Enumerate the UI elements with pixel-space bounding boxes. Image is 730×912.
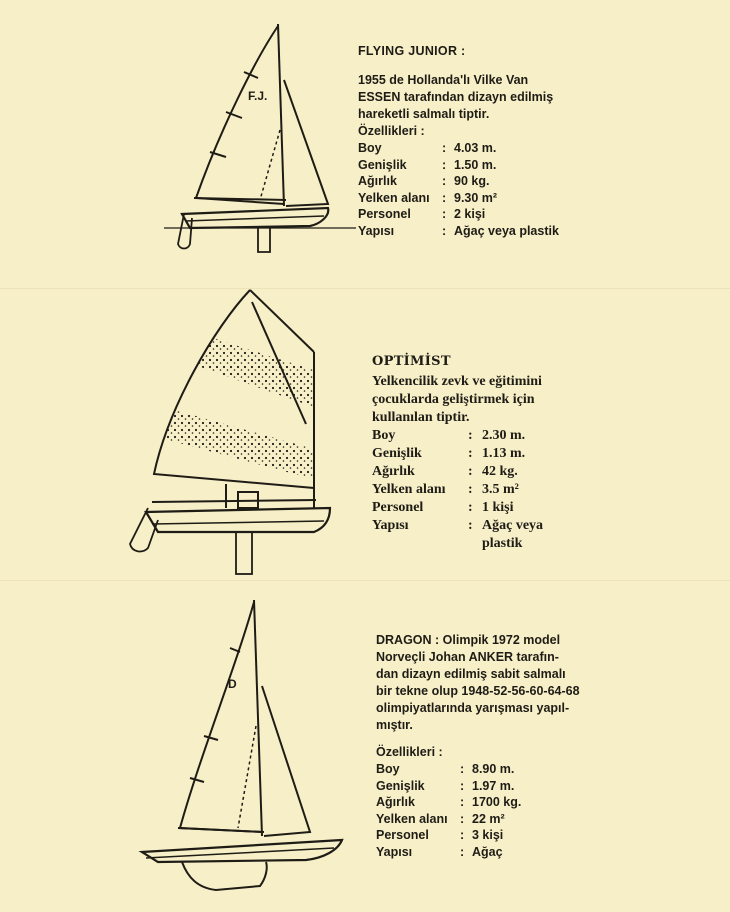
- spec-label: Personel: [358, 207, 411, 222]
- optimist-title: OPTİMİST: [372, 354, 451, 369]
- flying-junior-sailboat-illustration: [160, 20, 360, 260]
- spec-sep: :: [442, 190, 447, 205]
- spec-sep: :: [460, 811, 465, 826]
- spec-label: Yelken alanı: [358, 190, 430, 205]
- spec-sep: :: [468, 464, 473, 479]
- spec-label: Boy: [358, 141, 382, 155]
- spec-sep: :: [460, 795, 465, 810]
- spec-label: Genişlik: [358, 157, 407, 172]
- dragon-desc-line: olimpiyatlarında yarışması yapıl-: [376, 701, 570, 715]
- flying-junior-desc-line: ESSEN tarafından dizayn edilmiş: [358, 90, 554, 104]
- spec-sep: :: [442, 141, 447, 155]
- dragon-title: DRAGON : Olimpik 1972 model: [376, 633, 561, 647]
- spec-sep: :: [442, 174, 447, 189]
- spec-row: [372, 463, 543, 481]
- spec-label: Yapısı: [358, 223, 395, 238]
- spec-row: [358, 223, 559, 240]
- spec-label: Ağırlık: [358, 174, 397, 189]
- dragon-desc-line: dan dizayn edilmiş sabit salmalı: [376, 667, 566, 681]
- spec-value: Ağaç veya plastik: [454, 223, 559, 238]
- spec-value: Ağaç: [472, 844, 503, 859]
- spec-value: 1.13 m.: [482, 446, 526, 461]
- flying-junior-title: FLYING JUNIOR :: [358, 44, 466, 58]
- flying-junior-spec-heading: Özellikleri :: [358, 124, 425, 138]
- spec-row: [376, 778, 580, 795]
- spec-value: 1700 kg.: [472, 795, 522, 810]
- spec-continuation: plastik: [482, 536, 523, 551]
- spec-label: Yelken alanı: [376, 811, 448, 826]
- dragon-sailboat-illustration: [138, 596, 353, 896]
- spec-row: [358, 190, 559, 207]
- spec-row: [376, 794, 580, 811]
- spec-value: 1.50 m.: [454, 157, 497, 172]
- spec-sep: :: [468, 482, 473, 497]
- spec-sep: :: [442, 207, 447, 222]
- spec-row: [358, 157, 559, 174]
- spec-label: Boy: [372, 428, 396, 443]
- spec-row: [372, 445, 543, 463]
- spec-value: Ağaç veya: [482, 518, 544, 533]
- spec-value: 3 kişi: [472, 828, 504, 843]
- spec-value: 3.5 m²: [482, 482, 519, 497]
- spec-value: 42 kg.: [482, 464, 518, 479]
- spec-label: Ağırlık: [376, 795, 415, 810]
- spec-row: [358, 173, 559, 190]
- optimist-desc-line: çocuklarda geliştirmek için: [372, 392, 535, 407]
- optimist-sailboat-illustration: [124, 288, 339, 578]
- optimist-desc-line: Yelkencilik zevk ve eğitimini: [372, 374, 542, 389]
- spec-value: 1 kişi: [482, 500, 514, 515]
- spec-value: 9.30 m²: [454, 190, 498, 205]
- sail-mark-d: D: [228, 677, 237, 691]
- spec-sep: :: [468, 518, 473, 533]
- spec-value: 22 m²: [472, 811, 505, 826]
- optimist-desc-line: kullanılan tiptir.: [372, 410, 470, 425]
- spec-label: Yapısı: [376, 844, 413, 859]
- optimist-info: [372, 354, 543, 553]
- sail-mark-fj: F.J.: [248, 89, 268, 103]
- spec-label: Yapısı: [372, 518, 409, 533]
- spec-value: 2 kişi: [454, 207, 486, 222]
- spec-sep: :: [460, 844, 465, 859]
- spec-row: [376, 844, 580, 861]
- dragon-spec-heading: Özellikleri :: [376, 745, 443, 759]
- spec-value: 1.97 m.: [472, 778, 515, 793]
- spec-label: Genişlik: [376, 778, 425, 793]
- spec-row: [358, 206, 559, 223]
- dragon-desc-line: bir tekne olup 1948-52-56-60-64-68: [376, 684, 580, 698]
- dragon-desc-line: Norveçli Johan ANKER tarafın-: [376, 650, 559, 664]
- dragon-info: [376, 632, 580, 861]
- spec-sep: :: [442, 223, 447, 238]
- spec-label: Genişlik: [372, 446, 422, 461]
- spec-value: 8.90 m.: [472, 762, 515, 776]
- page-fold-line: [0, 288, 730, 289]
- spec-label: Ağırlık: [372, 464, 415, 479]
- spec-row: [372, 481, 543, 499]
- spec-row: [372, 427, 543, 445]
- spec-sep: :: [468, 500, 473, 515]
- spec-sep: :: [460, 778, 465, 793]
- page-fold-line: [0, 580, 730, 581]
- spec-row: [372, 499, 543, 517]
- flying-junior-desc-line: 1955 de Hollanda'lı Vilke Van: [358, 73, 529, 87]
- flying-junior-info: [358, 44, 559, 240]
- spec-value: 2.30 m.: [482, 428, 526, 443]
- spec-row: [372, 517, 543, 535]
- spec-sep: :: [468, 428, 473, 443]
- spec-label: Personel: [372, 500, 424, 515]
- spec-sep: :: [460, 762, 465, 776]
- flying-junior-desc-line: hareketli salmalı tiptir.: [358, 107, 490, 121]
- spec-sep: :: [460, 828, 465, 843]
- spec-sep: :: [468, 446, 473, 461]
- spec-value: 90 kg.: [454, 174, 490, 189]
- spec-label: Personel: [376, 828, 429, 843]
- spec-label: Yelken alanı: [372, 482, 446, 497]
- spec-row: [376, 761, 580, 778]
- spec-label: Boy: [376, 762, 400, 776]
- spec-value: 4.03 m.: [454, 141, 497, 155]
- dragon-desc-line: mıştır.: [376, 718, 413, 732]
- spec-sep: :: [442, 157, 447, 172]
- spec-row: [376, 827, 580, 844]
- spec-row: [358, 140, 559, 157]
- spec-row: [376, 811, 580, 828]
